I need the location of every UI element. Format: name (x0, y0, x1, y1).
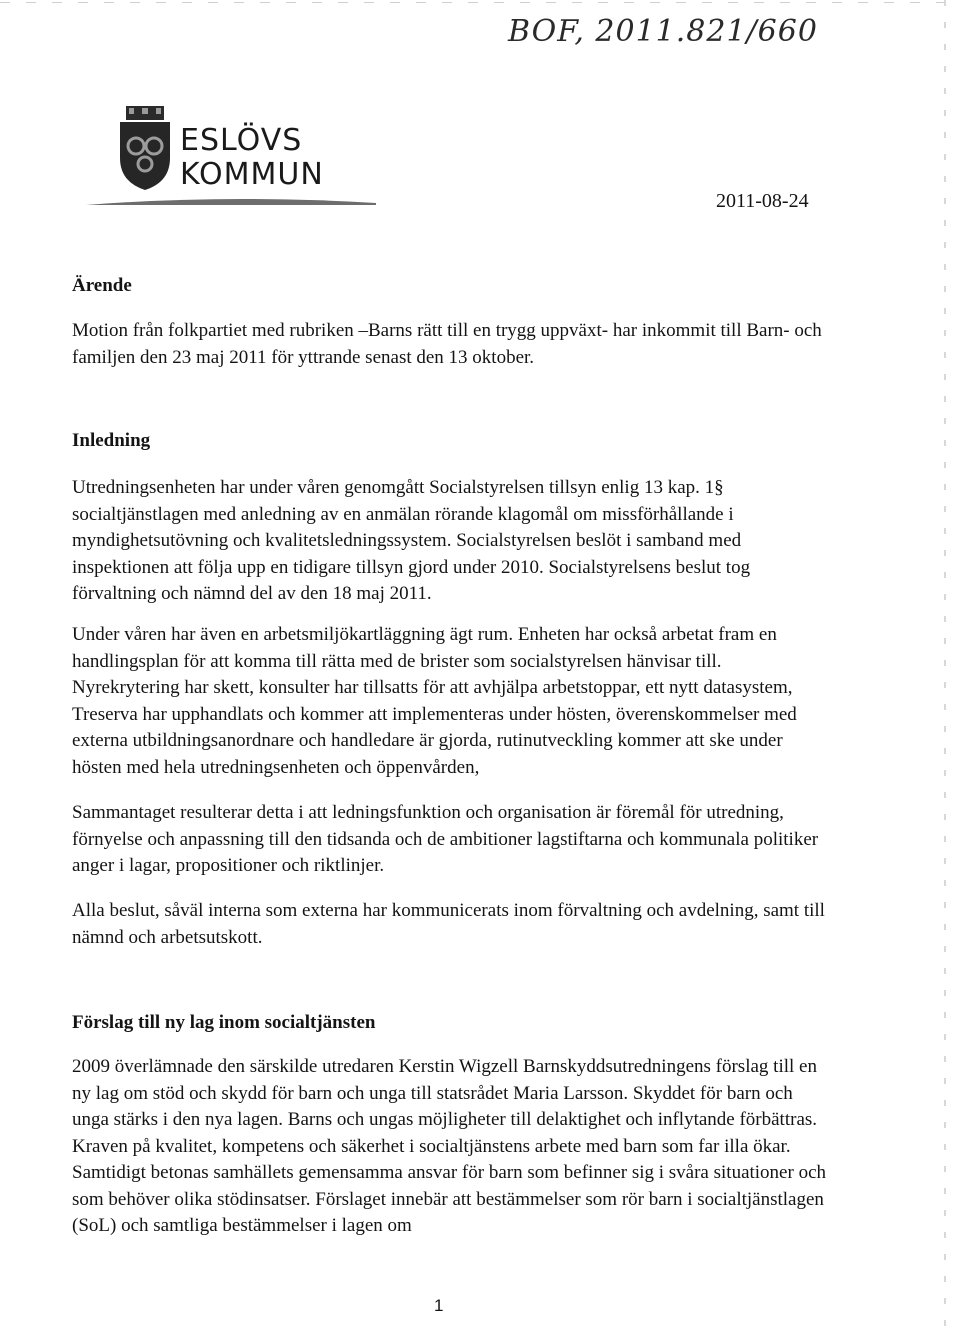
section-heading-inledning: Inledning (72, 430, 151, 451)
coat-of-arms-icon (116, 106, 174, 190)
section-heading-forslag: Förslag till ny lag inom socialtjänsten (72, 1012, 376, 1033)
scan-artifact-edge (944, 0, 946, 1334)
inledning-paragraph-2: Under våren har även en arbetsmiljökartläggning ägt rum. Enheten har också arbetat fram en handlingsplan för att komma till rätta med de brister som socialstyrelsen hänvisar till. Nyrekrytering har skett, konsulter har tillsatts för att avhjälpa arbetstoppar, ett nytt datasystem, Treserva har upphandlats och kommer att implementeras under hösten, överenskommelser med externa utbildningsanordnare och handledare är gjorda, rutinutveckling kommer att ske under hösten med hela utredningsenheten och öppenvården, (72, 624, 797, 778)
page-number: 1 (434, 1296, 444, 1315)
logo-underline-bar (86, 196, 376, 206)
scan-artifact-top (0, 2, 960, 3)
logo-line-eslovs: ESLÖVS (180, 123, 303, 158)
municipality-logo (86, 98, 376, 210)
handwritten-reference-note: BOF, 2011.821/660 (508, 14, 818, 49)
logo-wordmark (180, 124, 324, 192)
inledning-paragraph-4: Alla beslut, såväl interna som externa har kommunicerats inom förvaltning och avdelning, samt till nämnd och arbetsutskott. (72, 900, 825, 948)
arende-paragraph: Motion från folkpartiet med rubriken –Barns rätt till en trygg uppväxt- har inkommit till Barn- och familjen den 23 maj 2011 för yttrande senast den 13 oktober. (72, 320, 822, 368)
inledning-paragraph-3: Sammantaget resulterar detta i att ledningsfunktion och organisation är föremål för utredning, förnyelse och anpassning till den tidsanda och de ambitioner lagstiftarna och kommunala politiker anger i lagar, propositioner och riktlinjer. (72, 802, 819, 876)
logo-line-kommun: KOMMUN (180, 157, 324, 192)
section-heading-arende: Ärende (72, 275, 132, 296)
forslag-paragraph-1: 2009 överlämnade den särskilde utredaren Kerstin Wigzell Barnskyddsutredningens förslag till en ny lag om stöd och skydd för barn och unga till statsrådet Maria Larsson. Skyddet för barn och unga stärks i den nya lagen. Barns och ungas möjligheter till delaktighet och inflytande förbättras. Kraven på kvalitet, kompetens och säkerhet i socialtjänstens arbete med barn som far illa ökar. Samtidigt betonas samhällets gemensamma ansvar för barn som befinner sig i svåra situationer och som behöver olika stödinsatser. Förslaget innebär att bestämmelser som rör barn i socialtjänstlagen (SoL) och samtliga bestämmelser i lagen om (72, 1056, 826, 1236)
document-date: 2011-08-24 (716, 190, 809, 212)
inledning-paragraph-1: Utredningsenheten har under våren genomgått Socialstyrelsen tillsyn enlig 13 kap. 1§ socialtjänstlagen med anledning av en anmälan rörande klagomål om missförhållande i myndighetsutövning och kvalitetsledningssystem. Socialstyrelsen beslöt i samband med inspektionen att följa upp en tidigare tillsyn gjord under 2010. Socialstyrelsens beslut tog förvaltning och nämnd del av den 18 maj 2011. (72, 477, 751, 604)
